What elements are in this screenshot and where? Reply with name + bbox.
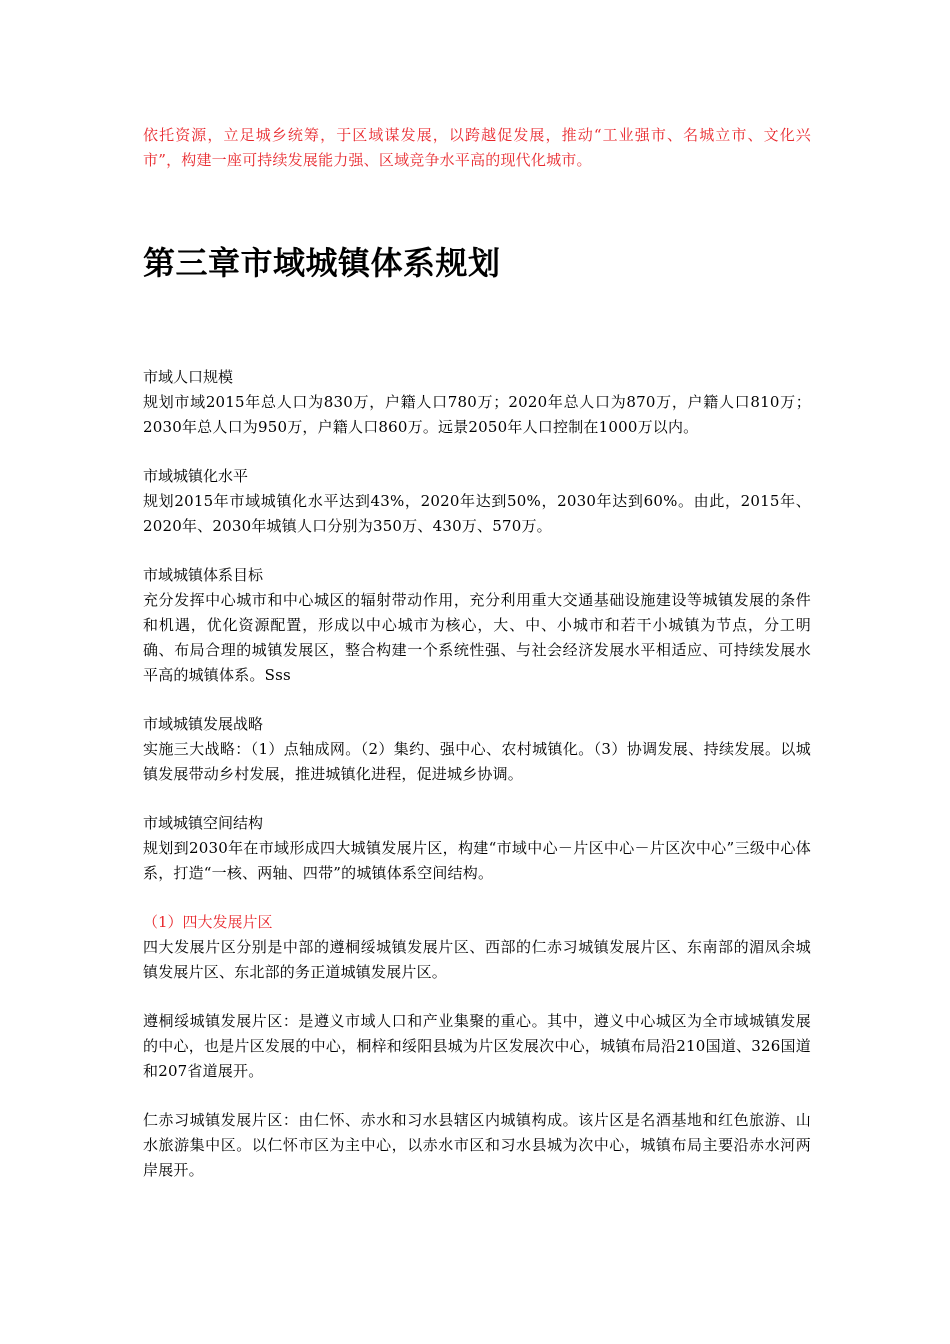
section-body: 遵桐绥城镇发展片区：是遵义市域人口和产业集聚的重心。其中，遵义中心城区为全市域城镇发展的中心，也是片区发展的中心，桐梓和绥阳县城为片区发展次中心，城镇布局沿210国道、326国道和207省道展开。	[143, 1012, 811, 1080]
section-body: 仁赤习城镇发展片区：由仁怀、赤水和习水县辖区内城镇构成。该片区是名酒基地和红色旅游、山水旅游集中区。以仁怀市区为主中心，以赤水市区和习水县城为次中心，城镇布局主要沿赤水河两岸展开。	[143, 1111, 811, 1179]
section-four-zones	[143, 910, 811, 985]
section-population	[143, 365, 811, 440]
section-body: 规划2015年市域城镇化水平达到43%，2020年达到50%，2030年达到60%。由此，2015年、2020年、2030年城镇人口分别为350万、430万、570万。	[143, 492, 811, 535]
section-body: 规划到2030年在市域形成四大城镇发展片区，构建“市域中心－片区中心－片区次中心”三级中心体系，打造“一核、两轴、四带”的城镇体系空间结构。	[143, 839, 811, 882]
section-body: 四大发展片区分别是中部的遵桐绥城镇发展片区、西部的仁赤习城镇发展片区、东南部的湄凤余城镇发展片区、东北部的务正道城镇发展片区。	[143, 938, 811, 981]
section-spatial-structure	[143, 811, 811, 886]
section-strategy	[143, 712, 811, 787]
section-urbanization	[143, 464, 811, 539]
section-heading: 市域人口规模	[143, 368, 234, 386]
section-heading: 市域城镇发展战略	[143, 715, 264, 733]
section-body: 实施三大战略：（1）点轴成网。（2）集约、强中心、农村城镇化。（3）协调发展、持续发展。以城镇发展带动乡村发展，推进城镇化进程，促进城乡协调。	[143, 740, 811, 783]
section-heading: 市域城镇空间结构	[143, 814, 264, 832]
section-zunmiansui-zone	[143, 1009, 811, 1084]
document-content	[143, 123, 811, 1207]
section-heading: 市域城镇体系目标	[143, 566, 264, 584]
chapter-title: 第三章市域城镇体系规划	[143, 244, 501, 282]
intro-paragraph: 依托资源，立足城乡统筹，于区域谋发展，以跨越促发展，推动“工业强市、名城立市、文化兴市”，构建一座可持续发展能力强、区域竞争水平高的现代化城市。	[143, 126, 811, 169]
section-heading-red: （1）四大发展片区	[143, 913, 273, 931]
section-body: 规划市域2015年总人口为830万，户籍人口780万；2020年总人口为870万，户籍人口810万；2030年总人口为950万，户籍人口860万。远景2050年人口控制在1000万以内。	[143, 393, 811, 436]
section-system-goal	[143, 563, 811, 688]
section-renchixi-zone	[143, 1108, 811, 1183]
sections-container	[143, 365, 811, 1183]
section-heading: 市域城镇化水平	[143, 467, 249, 485]
section-body: 充分发挥中心城市和中心城区的辐射带动作用，充分利用重大交通基础设施建设等城镇发展的条件和机遇，优化资源配置，形成以中心城市为核心，大、中、小城市和若干小城镇为节点，分工明确、布局合理的城镇发展区，整合构建一个系统性强、与社会经济发展水平相适应、可持续发展水平高的城镇体系。Sss	[143, 591, 811, 684]
